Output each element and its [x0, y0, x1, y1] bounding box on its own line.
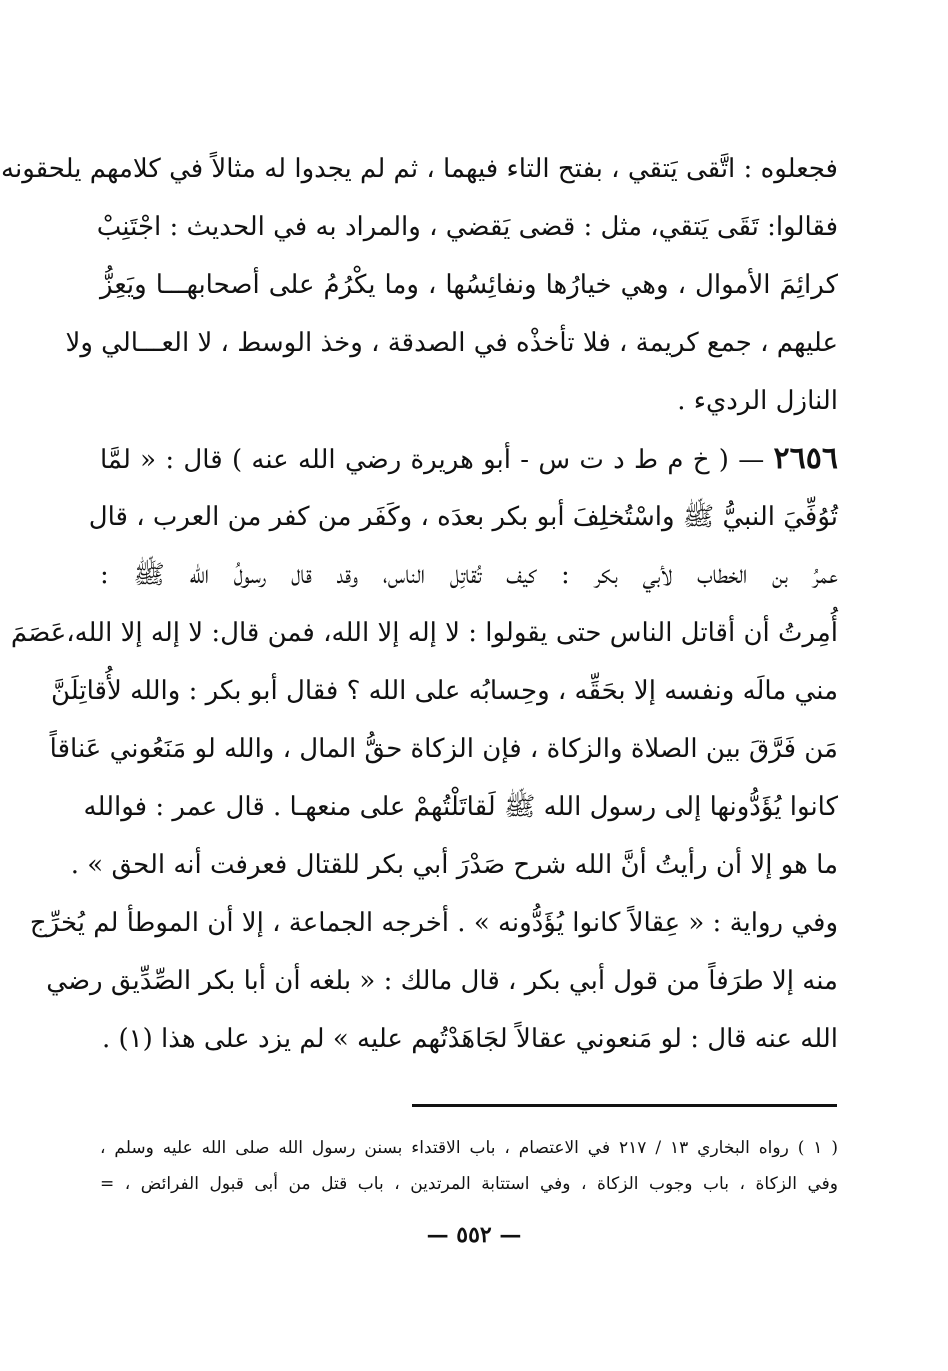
text-line: النازل الرديء . [677, 386, 838, 416]
footnote-line: ( ١ ) رواه البخاري ١٣ / ٢١٧ في الاعتصام ، باب الاقتداء بسنن رسول الله صلى الله عليه وسلم ، [100, 1138, 838, 1158]
text-line: ما هو إلا أن رأيتُ أنَّ الله شرح صَدْرَ أبي بكر للقتال فعرفت أنه الحق » . [70, 850, 838, 880]
text-line: أُمِرتُ أن أقاتل الناس حتى يقولوا : لا إله إلا الله، فمن قال: لا إله إلا الله،عَصَمَ [10, 618, 838, 648]
text-line: عليهم ، جمع كريمة ، فلا تأخذْه في الصدقة ، وخذ الوسط ، لا العـــالي ولا [65, 328, 838, 358]
text-line: كانوا يُؤَدُّونها إلى رسول الله ﷺ لَقاتَلْتُهمْ على منعهـا . قال عمر : فوالله [83, 792, 838, 822]
text-line: وفي رواية : « عِقالاً كانوا يُؤَدُّونه » . أخرجه الجماعة ، إلا أن الموطأ لم يُخرِّج [29, 908, 838, 938]
text-line: الله عنه قال : لو مَنعوني عقالاً لجَاهَدْتُهم عليه » لم يزد على هذا (١) . [101, 1024, 838, 1054]
text-line: مَن فَرَّقَ بين الصلاة والزكاة ، فإن الزكاة حقُّ المال ، والله لو مَنَعُوني عَناقاً [49, 734, 838, 764]
hadith-number: ٢٦٥٦ [773, 441, 838, 476]
footnote-line: وفي الزكاة ، باب وجوب الزكاة ، وفي استتابة المرتدين ، باب قتل من أبى قبول الفرائض ، = [100, 1174, 838, 1194]
main-text [1, 140, 838, 1068]
hadith-heading-text: — ( خ م ط د ت س - أبو هريرة رضي الله عنه ) قال : « لمَّا [100, 445, 765, 475]
footnote-divider [412, 1104, 837, 1107]
text-line: كرائِمَ الأموال ، وهي خيارُها ونفائِسُها ، وما يكْرُمُ على أصحابهـــا ويَعِزُّ [100, 270, 838, 300]
text-line: فجعلوه : اتَّقى يَتقي ، بفتح التاء فيهما ، ثم لم يجدوا له مثالاً في كلامهم يلحقونه [1, 154, 838, 184]
text-line: تُوُفِّيَ النبيُّ ﷺ واسْتُخلِفَ أبو بكر بعدَه ، وكَفَر من كفر من العرب ، قال [88, 502, 838, 532]
text-line: مني مالَه ونفسه إلا بحَقِّه ، وحِسابُه على الله ؟ فقال أبو بكر : والله لأُقاتِلَنَّ [50, 676, 838, 706]
text-line: فقالوا: تَقَى يَتقي، مثل : قضى يَقضي ، والمراد به في الحديث : اجْتَنِبْ [96, 212, 838, 242]
text-line: منه إلا طرَفاً من قول أبي بكر ، قال مالك : « بلغه أن أبا بكر الصِّدِّيق رضي [46, 966, 838, 996]
footnotes [100, 1130, 838, 1202]
page-number: — ٥٥٢ — [426, 1222, 522, 1248]
hadith-heading-line [100, 430, 838, 488]
text-line: عمرُ بن الخطاب لأبي بكر : كيف تُقاتِل الناس، وقد قال رسولُ الله ﷺ : [100, 560, 838, 590]
